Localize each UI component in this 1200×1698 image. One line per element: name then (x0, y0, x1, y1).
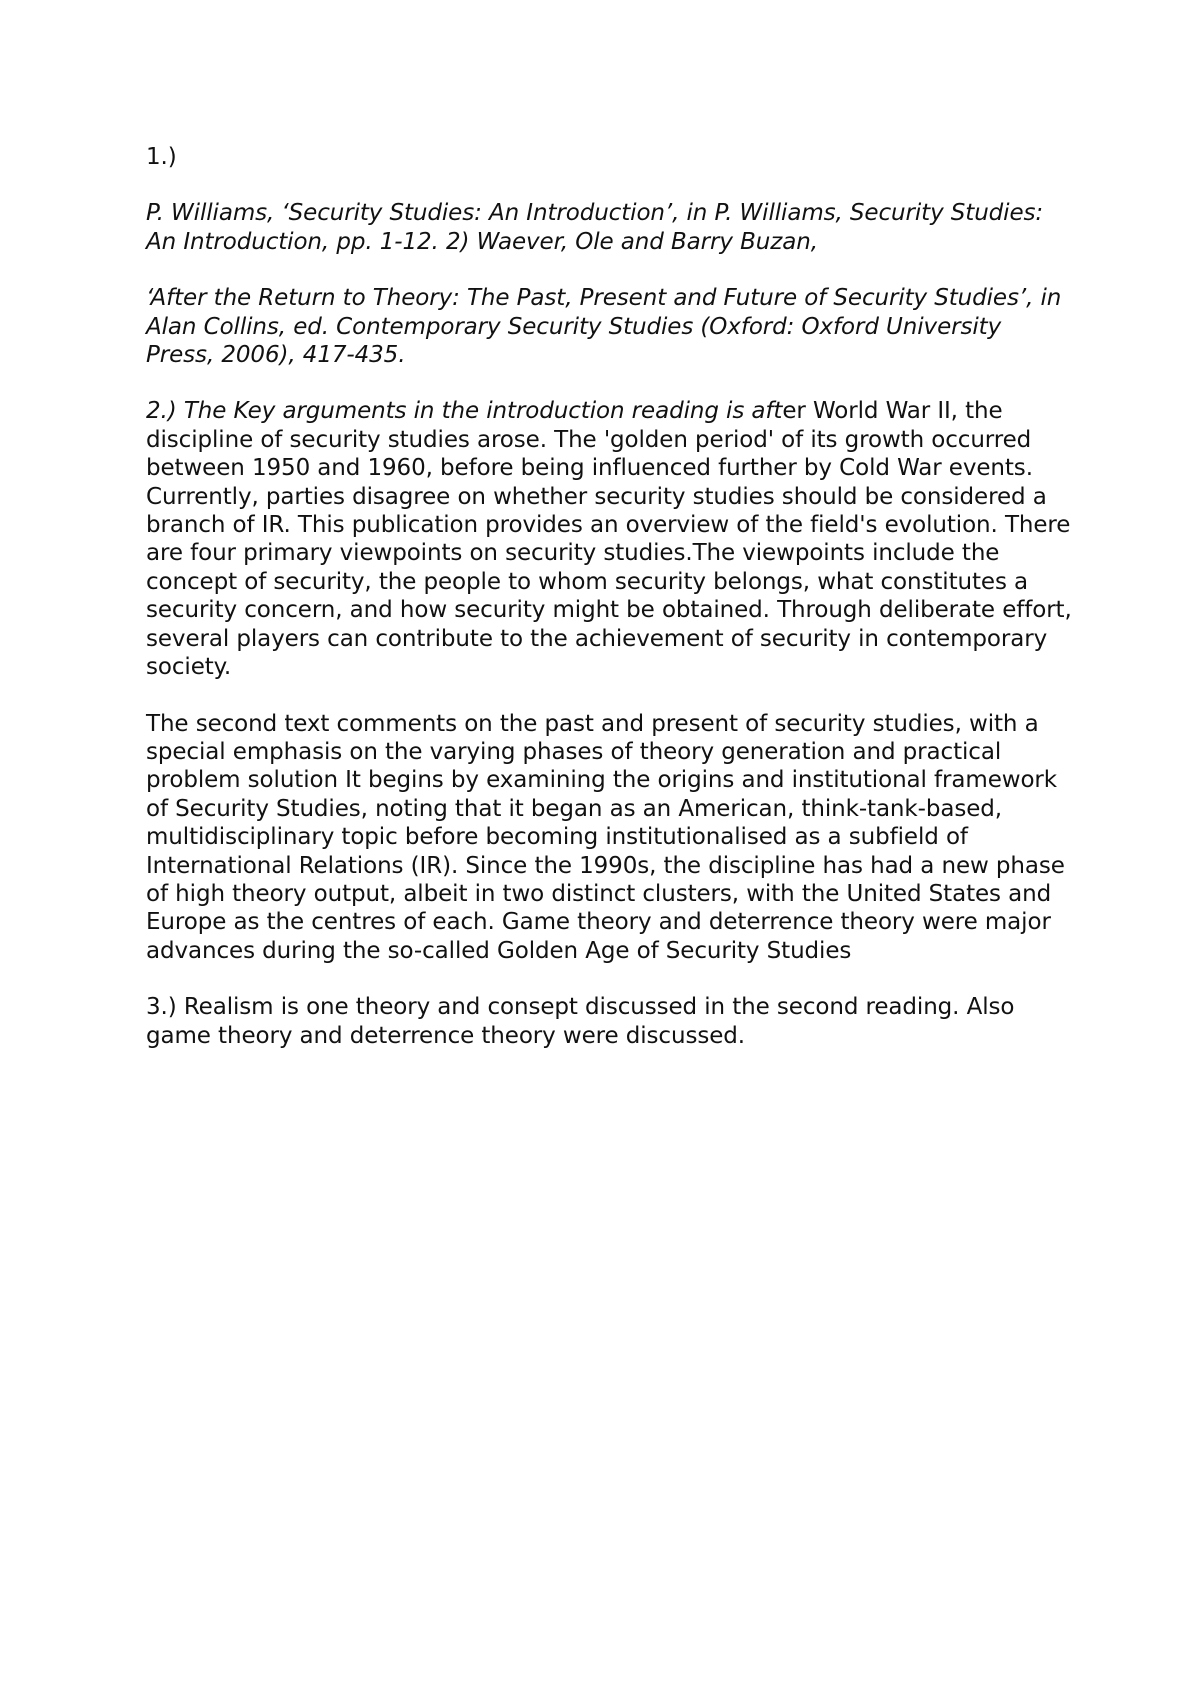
answer-2-italic-lead: 2.) The Key arguments in the introduction reading is aft (146, 398, 783, 425)
answer-2-body: er World War II, the discipline of security studies arose. The 'golden period' of its growth occurred between 1950 and 1960, before being influenced further by Cold War events. Currently, parties disagree on whether security studies should be considered a branch of IR. This publication provides an overview of the field's evolution. There are four primary viewpoints on security studies.The viewpoints include the concept of security, the people to whom security belongs, what constitutes a security concern, and how security might be obtained. Through deliberate effort, several players can contribute to the achievement of security in contemporary society. (146, 398, 1072, 681)
answer-2-paragraph (146, 397, 1076, 681)
second-text-paragraph: The second text comments on the past and present of security studies, with a special emphasis on the varying phases of theory generation and practical problem solution It begins by examining the origins and institutional framework of Security Studies, noting that it began as an American, think-tank-based, multidisciplinary topic before becoming institutionalised as a subfield of International Relations (IR). Since the 1990s, the discipline has had a new phase of high theory output, albeit in two distinct clusters, with the United States and Europe as the centres of each. Game theory and deterrence theory were major advances during the so-called Golden Age of Security Studies (146, 710, 1065, 964)
citation-waever-buzan: ‘After the Return to Theory: The Past, Present and Future of Security Studies’, in Alan Collins, ed. Contemporary Security Studies (Oxford: Oxford University Press, 2006), 417-435. (146, 285, 1062, 369)
citation-williams: P. Williams, ‘Security Studies: An Introduction’, in P. Williams, Security Studies: An Introduction, pp. 1-12. 2) Waever, Ole and Barry Buzan, (146, 200, 1044, 255)
answer-3-paragraph: 3.) Realism is one theory and consept discussed in the second reading. Also game theory and deterrence theory were discussed. (146, 994, 1015, 1049)
document-body (146, 143, 1076, 1078)
question-1-label: 1.) (146, 144, 177, 170)
